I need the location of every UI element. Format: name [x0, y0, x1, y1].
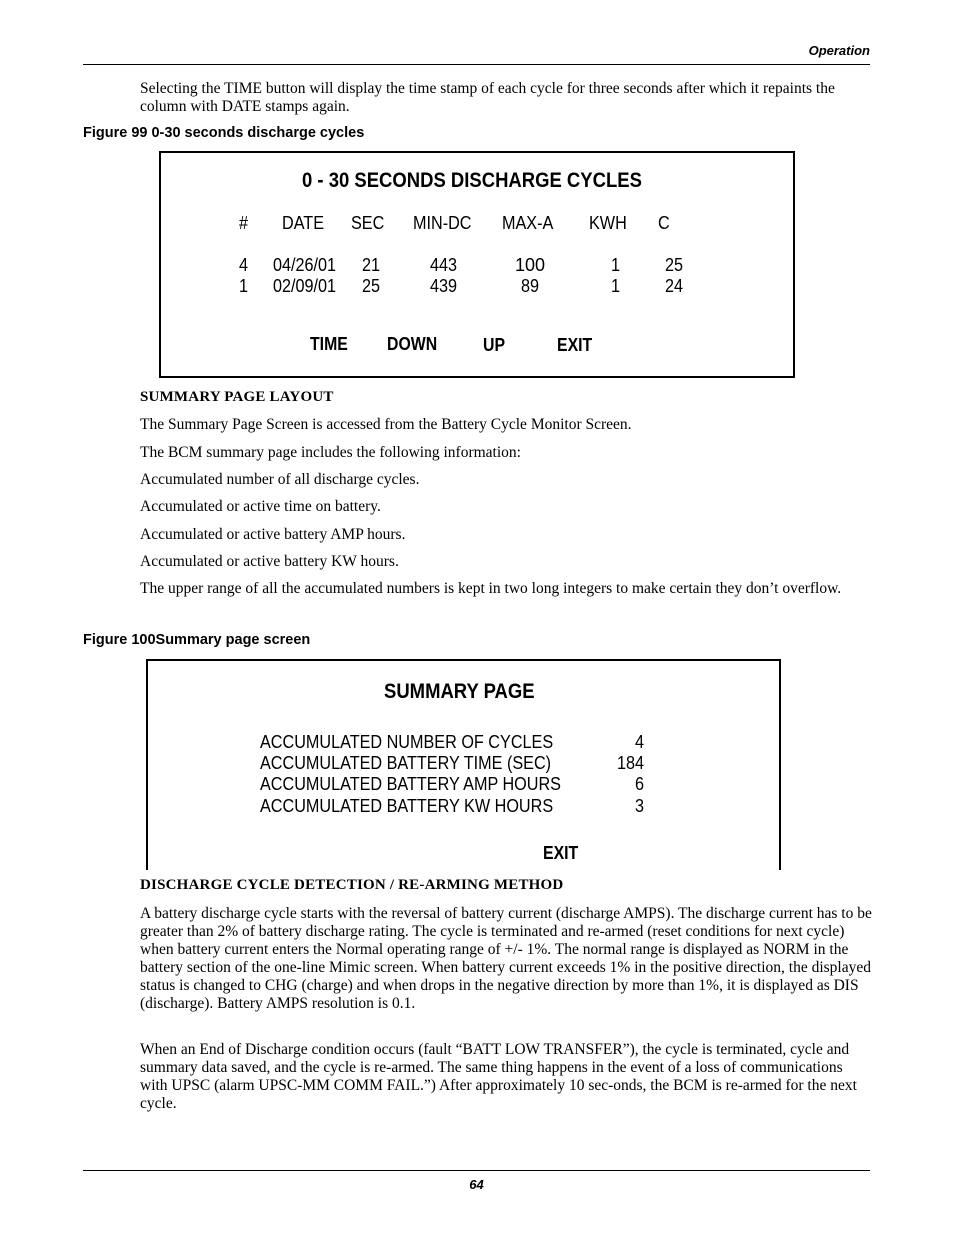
summary-item-value: 6	[634, 774, 644, 794]
row-1-kwh: 1	[611, 255, 621, 275]
summary-layout-heading: SUMMARY PAGE LAYOUT	[140, 389, 334, 405]
column-header-max-a: MAX-A	[502, 213, 554, 233]
column-header-kwh: KWH	[589, 213, 627, 233]
footer-rule	[83, 1170, 870, 1171]
column-header-c: C	[658, 213, 670, 233]
row-2-kwh: 1	[611, 276, 621, 296]
summary-layout-paragraph: The BCM summary page includes the following information:	[140, 444, 521, 461]
summary-item-value: 184	[616, 753, 644, 773]
summary-layout-paragraph: The upper range of all the accumulated numbers is kept in two long integers to make certain they don’t overflow.	[140, 580, 842, 597]
running-head: Operation	[808, 43, 870, 58]
page-number: 64	[469, 1177, 484, 1192]
summary-item-label: ACCUMULATED BATTERY KW HOURS	[260, 796, 554, 816]
row-2-min-dc: 439	[430, 276, 458, 296]
column-header-min-dc: MIN-DC	[413, 213, 472, 233]
row-2-max-a: 89	[520, 276, 539, 296]
time-button[interactable]: TIME	[310, 334, 348, 354]
row-2-date: 02/09/01	[273, 276, 337, 296]
row-1-number: 4	[239, 255, 249, 275]
discharge-method-heading: DISCHARGE CYCLE DETECTION / RE-ARMING METHOD	[140, 877, 564, 893]
figure-99-caption: Figure 99 0-30 seconds discharge cycles	[83, 125, 365, 141]
summary-layout-paragraph: Accumulated or active battery AMP hours.	[140, 526, 406, 543]
summary-page-title: SUMMARY PAGE	[384, 680, 535, 703]
header-rule	[83, 64, 870, 65]
discharge-cycles-title: 0 - 30 SECONDS DISCHARGE CYCLES	[302, 169, 642, 192]
row-1-c: 25	[665, 255, 684, 275]
summary-item-value: 4	[634, 732, 644, 752]
row-1-min-dc: 443	[430, 255, 458, 275]
summary-layout-paragraph: Accumulated number of all discharge cycles.	[140, 471, 420, 488]
summary-item-label: ACCUMULATED BATTERY AMP HOURS	[260, 774, 561, 794]
summary-item-label: ACCUMULATED BATTERY TIME (SEC)	[260, 753, 552, 773]
down-button[interactable]: DOWN	[387, 334, 438, 354]
discharge-method-paragraph: A battery discharge cycle starts with the reversal of battery current (discharge AMPS). The discharge current has to be greater than 2% of battery discharge rating. The cycle is terminated and re-armed (reset conditions for next cycle) when battery current enters the Normal operating range of +/- 1%. The normal range is displayed as NORM in the battery section of the one-line Mimic screen. When battery current exceeds 1% in the positive direction, the displayed status is changed to CHG (charge) and when drops in the negative direction by more than 1%, it is displayed as DIS (discharge). Battery AMPS resolution is 0.1.	[140, 905, 872, 1012]
summary-page-screen	[146, 659, 781, 870]
column-header-sec: SEC	[351, 213, 385, 233]
intro-paragraph: Selecting the TIME button will display the time stamp of each cycle for three seconds after which it repaints the column with DATE stamps again.	[140, 80, 835, 115]
summary-layout-paragraph: Accumulated or active battery KW hours.	[140, 553, 399, 570]
summary-layout-paragraph: The Summary Page Screen is accessed from the Battery Cycle Monitor Screen.	[140, 416, 632, 433]
row-1-date: 04/26/01	[273, 255, 337, 275]
row-2-c: 24	[665, 276, 684, 296]
discharge-method-paragraph: When an End of Discharge condition occurs (fault “BATT LOW TRANSFER”), the cycle is terminated, cycle and summary data saved, and the cycle is re-armed. The same thing happens in the event of a loss of communications with UPSC (alarm UPSC-MM COMM FAIL.”) After approximately 10 sec-onds, the BCM is re-armed for the next cycle.	[140, 1041, 857, 1112]
row-2-number: 1	[239, 276, 249, 296]
summary-exit-button[interactable]: EXIT	[543, 843, 579, 863]
row-1-sec: 21	[362, 255, 381, 275]
summary-item-label: ACCUMULATED NUMBER OF CYCLES	[260, 732, 554, 752]
up-button[interactable]: UP	[483, 335, 506, 355]
column-header-number: #	[239, 213, 249, 233]
summary-layout-paragraph: Accumulated or active time on battery.	[140, 498, 381, 515]
column-header-date: DATE	[282, 213, 325, 233]
row-2-sec: 25	[362, 276, 381, 296]
discharge-cycles-screen	[159, 151, 795, 378]
row-1-max-a: 100	[514, 255, 546, 275]
summary-item-value: 3	[634, 796, 644, 816]
figure-100-caption: Figure 100Summary page screen	[83, 632, 311, 648]
exit-button[interactable]: EXIT	[557, 335, 593, 355]
